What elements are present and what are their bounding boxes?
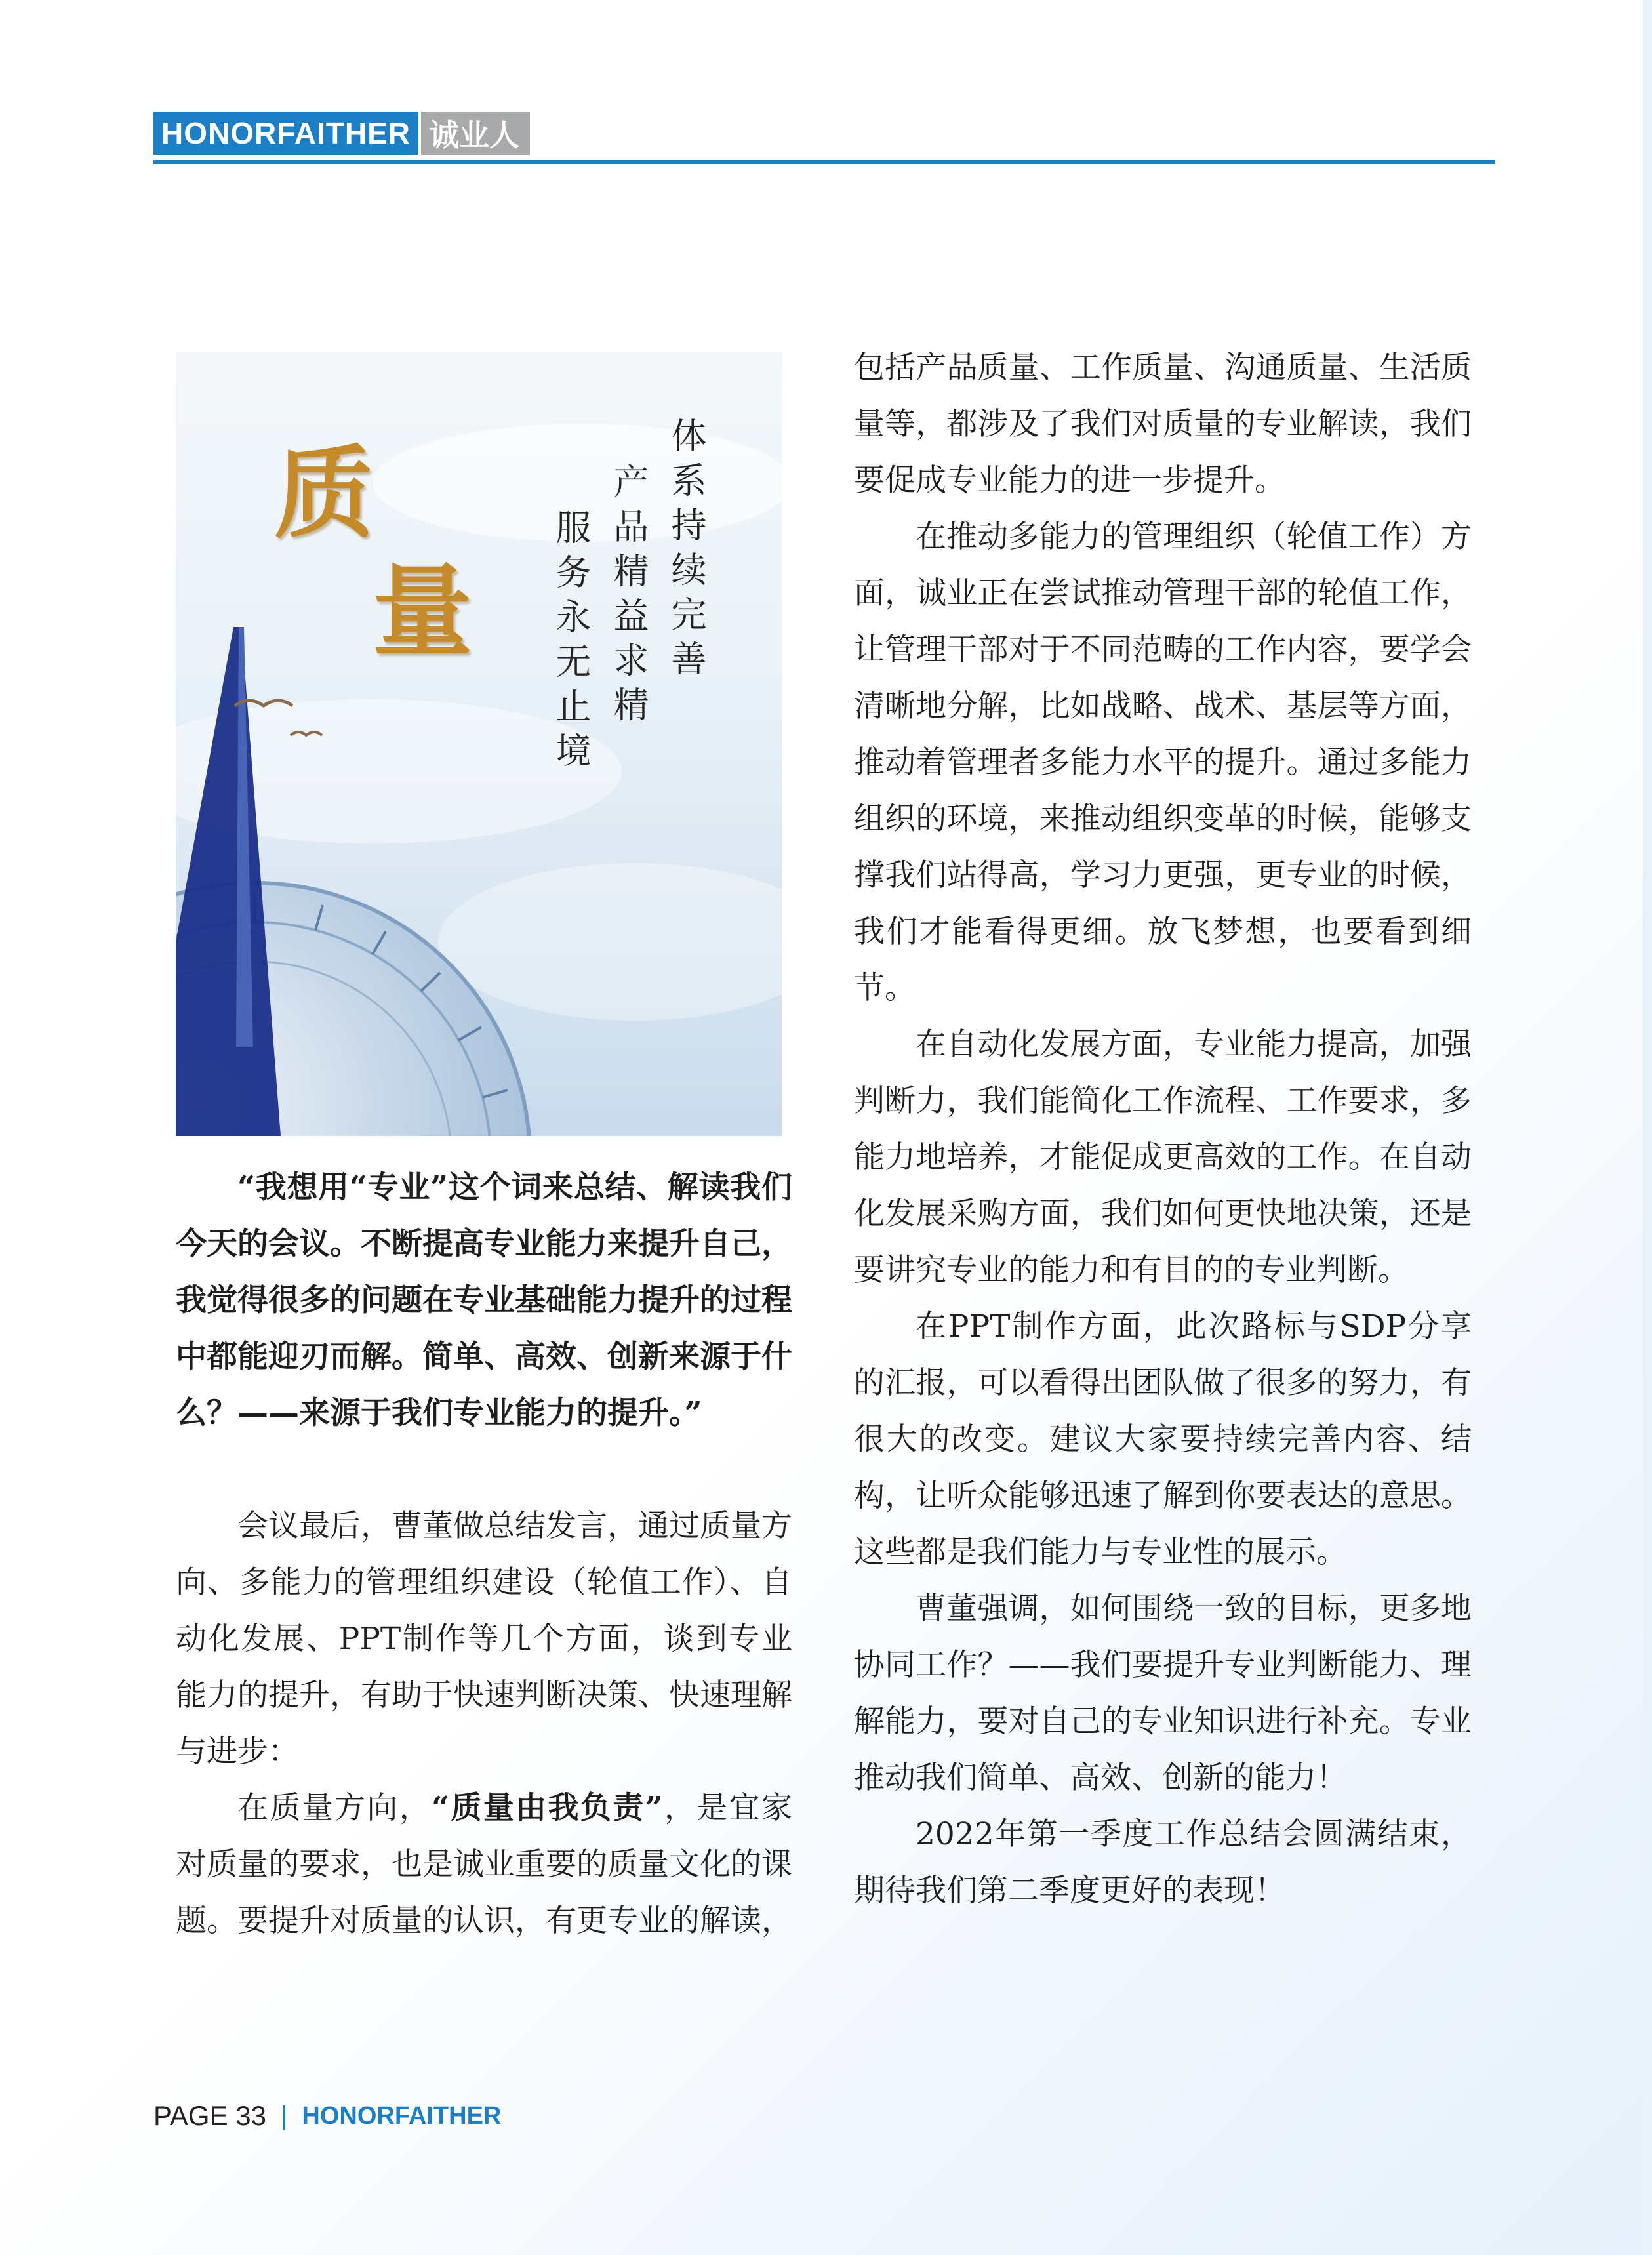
paragraph-quality xyxy=(176,1780,792,1949)
magazine-header xyxy=(153,112,530,155)
right-text-column xyxy=(854,340,1472,1919)
quality-rest: ，是宜家对质量的要求，也是诚业重要的质量文化的课题。要提升对质量的认识，有更专业的解读， xyxy=(176,1790,793,1939)
poster-slogan-1: 体系持续完善 xyxy=(666,417,707,685)
quality-poster-image xyxy=(176,352,782,1136)
chairman-quote: “我想用“专业”这个词来总结、解读我们今天的会议。不断提高专业能力来提升自己，我觉得很多的问题在专业基础能力提升的过程中都能迎刃而解。简单、高效、创新来源于什么？——来源于我们专业能力的提升。” xyxy=(176,1169,792,1431)
paragraph-quality-continued: 包括产品质量、工作质量、沟通质量、生活质量等，都涉及了我们对质量的专业解读，我们要促成专业能力的进一步提升。 xyxy=(854,350,1472,498)
quality-lead: 在质量方向， xyxy=(237,1790,432,1826)
poster-slogan-2: 产品精益求精 xyxy=(608,463,649,731)
paragraph-ppt: 在PPT制作方面，此次路标与SDP分享的汇报，可以看得出团队做了很多的努力，有很大的改变。建议大家要持续完善内容、结构，让听众能够迅速了解到你要表达的意思。这些都是我们能力与专业性的展示。 xyxy=(854,1309,1472,1570)
paragraph-collaboration: 曹董强调，如何围绕一致的目标，更多地协同工作？——我们要提升专业判断能力、理解能力，要对自己的专业知识进行补充。专业推动我们简单、高效、创新的能力！ xyxy=(854,1591,1472,1796)
paragraph-management-rotation: 在推动多能力的管理组织（轮值工作）方面，诚业正在尝试推动管理干部的轮值工作，让管理干部对于不同范畴的工作内容，要学会清晰地分解，比如战略、战术、基层等方面，推动着管理者多能力水平的提升。通过多能力组织的环境，来推动组织变革的时候，能够支撑我们站得高，学习力更强，更专业的时候，我们才能看得更细。放飞梦想，也要看到细节。 xyxy=(854,519,1472,1006)
poster-title-char-1: 质 xyxy=(274,434,374,552)
paragraph-closing: 2022年第一季度工作总结会圆满结束，期待我们第二季度更好的表现！ xyxy=(854,1816,1472,1909)
header-brand-chinese: 诚业人 xyxy=(418,112,530,155)
quality-slogan: “质量由我负责” xyxy=(432,1790,663,1826)
poster-title-char-2: 量 xyxy=(373,552,472,670)
page-footer xyxy=(153,2096,501,2136)
header-rule xyxy=(153,160,1495,164)
page-number: PAGE 33 xyxy=(153,2100,266,2131)
header-brand-english: HONORFAITHER xyxy=(153,112,418,155)
paragraph-automation: 在自动化发展方面，专业能力提高，加强判断力，我们能简化工作流程、工作要求，多能力地培养，才能促成更高效的工作。在自动化发展采购方面，我们如何更快地决策，还是要讲究专业的能力和有目的的专业判断。 xyxy=(854,1026,1472,1288)
footer-brand: HONORFAITHER xyxy=(302,2102,502,2130)
footer-separator: | xyxy=(280,2101,288,2130)
poster-slogan-3: 服务永无止境 xyxy=(550,509,592,777)
page-edge-strip xyxy=(1643,0,1652,2255)
paragraph-summary: 会议最后，曹董做总结发言，通过质量方向、多能力的管理组织建设（轮值工作）、自动化发展、PPT制作等几个方面，谈到专业能力的提升，有助于快速判断决策、快速理解与进步： xyxy=(176,1508,792,1770)
left-text-column xyxy=(176,1160,792,1949)
